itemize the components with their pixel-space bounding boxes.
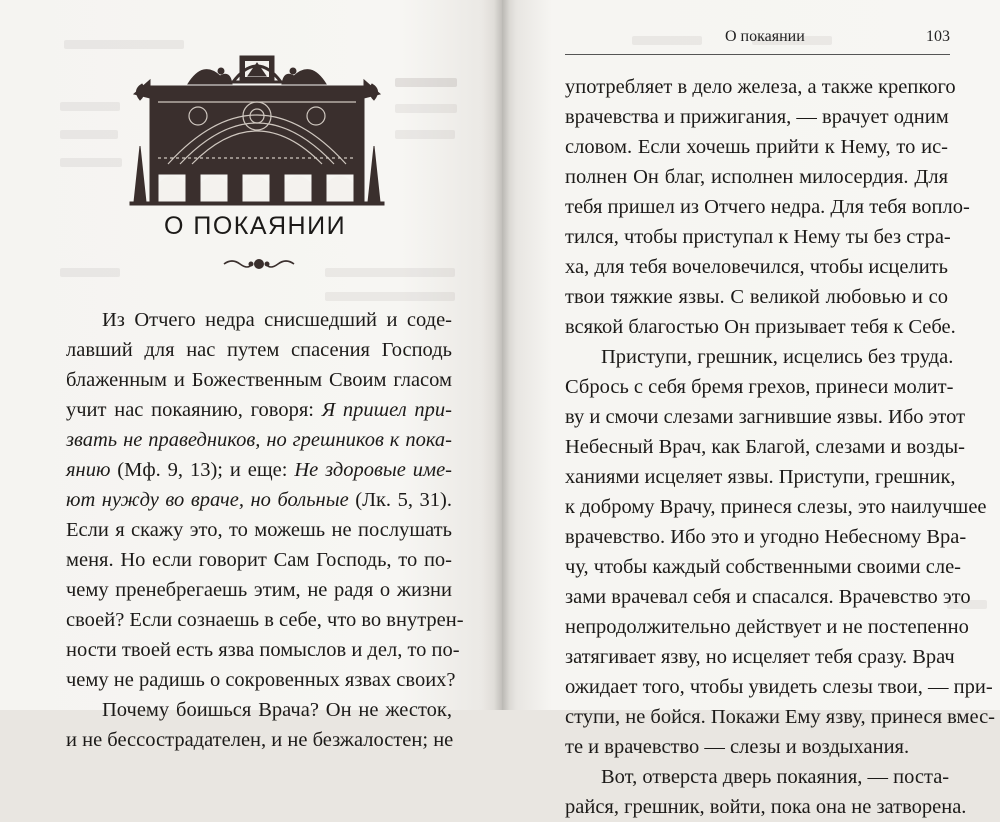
text-line: Почему боишься Врача? Он не жесток,: [102, 699, 452, 721]
text-line: [66, 455, 452, 485]
show-through-text: [60, 268, 120, 277]
text-line: [66, 425, 452, 455]
text-line: [66, 395, 452, 425]
text-line: чему не радишь о сокровенных язвах своих?: [66, 669, 456, 691]
show-through-text: [395, 130, 455, 139]
show-through-text: [60, 102, 120, 111]
text-line: Сбрось с себя бремя грехов, принеси молит-: [565, 376, 954, 398]
text-line: своей? Если сознаешь в себе, что во внутрен-: [66, 609, 464, 631]
show-through-text: [60, 130, 118, 139]
text-line: ступи, не бойся. Покажи Ему язву, принеся вмес-: [565, 706, 995, 728]
text-line: чу, чтобы каждый собственными своими сле-: [565, 556, 962, 578]
italic-quote: Я пришел при-: [321, 399, 452, 421]
text-line: те и врачевство — слезы и воздыхания.: [565, 736, 910, 758]
text-line: тился, чтобы приступал к Нему ты без стра-: [565, 226, 951, 248]
show-through-text: [60, 158, 122, 167]
italic-quote: ют нужду во враче, но больные: [66, 489, 349, 511]
page-number: 103: [926, 28, 950, 45]
text-line: райся, грешник, войти, пока она не затворена.: [565, 796, 967, 818]
text-line: ожидает того, чтобы увидеть слезы твои, — при-: [565, 676, 993, 698]
text-line: полнен Он благ, исполнен милосердия. Для: [565, 166, 948, 188]
text-run: учит нас покаянию, говоря:: [66, 399, 322, 421]
text-line: зами врачевал себя и спасался. Врачевство это: [565, 586, 971, 608]
text-line: [66, 485, 452, 515]
text-line: блаженным и Божественным Своим гласом: [66, 369, 452, 391]
text-line: Приступи, грешник, исцелись без труда.: [601, 346, 954, 368]
text-line: врачевство. Ибо это и угодно Небесному Вра-: [565, 526, 967, 548]
italic-quote: звать не праведников, но грешников к пока-: [66, 429, 452, 451]
italic-quote: янию: [66, 459, 111, 481]
text-run: (Мф. 9, 13); и еще:: [110, 459, 295, 481]
text-line: Если я скажу это, то можешь не послушать: [66, 519, 452, 541]
scroll-divider-icon: [222, 256, 296, 272]
text-line: ханиями исцеляет язвы. Приступи, грешник,: [565, 466, 956, 488]
text-line: тебя пришел из Отчего недра. Для тебя вопло-: [565, 196, 970, 218]
text-line: Вот, отверста дверь покаяния, — поста-: [601, 766, 950, 788]
chapter-title: О ПОКАЯНИИ: [163, 212, 347, 240]
text-line: лавший для нас путем спасения Господь: [66, 339, 452, 361]
text-line: употребляет в дело железа, а также крепкого: [565, 76, 956, 98]
decorative-arch-headpiece-icon: [128, 46, 386, 206]
text-line: ха, для тебя вочеловечился, чтобы исцелить: [565, 256, 948, 278]
show-through-text: [325, 292, 455, 301]
text-line: к доброму Врачу, принеся слезы, это наилучшее: [565, 496, 987, 518]
text-run: (Лк. 5, 31).: [348, 489, 452, 511]
text-line: Из Отчего недра снисшедший и соде-: [102, 309, 452, 331]
text-line: Небесный Врач, как Благой, слезами и возды-: [565, 436, 965, 458]
running-head: [565, 24, 950, 54]
text-line: ности твоей есть язва помыслов и дел, то по-: [66, 639, 460, 661]
text-line: и не бессострадателен, и не безжалостен; не: [66, 729, 454, 751]
text-line: затягивает язву, но исцеляет тебя сразу. Врач: [565, 646, 955, 668]
text-line: врачевства и прижигания, — врачует одним: [565, 106, 949, 128]
show-through-text: [395, 104, 457, 113]
text-line: твои тяжкие язвы. С великой любовью и со: [565, 286, 948, 308]
text-line: всякой благостью Он призывает тебя к Себе.: [565, 316, 956, 338]
show-through-text: [325, 268, 455, 277]
text-line: непродолжительно действует и не постепенно: [565, 616, 969, 638]
text-line: меня. Но если говорит Сам Господь, то по-: [66, 549, 452, 571]
text-line: чему пренебрегаешь этим, не радя о жизни: [66, 579, 452, 601]
italic-quote: Не здоровые име-: [294, 459, 452, 481]
left-page-text: [66, 305, 464, 755]
gutter: [494, 0, 510, 710]
running-head-title: О покаянии: [725, 28, 805, 45]
text-line: словом. Если хочешь прийти к Нему, то ис-: [565, 136, 948, 158]
header-rule: [565, 54, 950, 55]
show-through-text: [395, 78, 457, 87]
text-line: ву и смочи слезами загнившие язвы. Ибо этот: [565, 406, 966, 428]
